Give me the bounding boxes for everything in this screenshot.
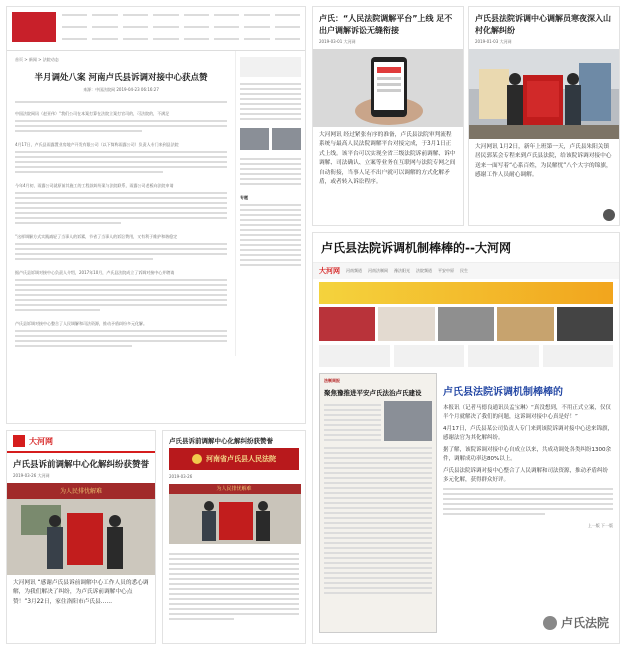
nav-item[interactable]: 法院频道 <box>416 268 432 273</box>
article-paragraph: 4月17日，卢氏县雨露置业房地产开发有限公司（以下简称雨露公司）负责人专门来到县法院 <box>15 142 179 147</box>
article-headline: 半月调处八案 河南卢氏县诉调对接中心获点赞 <box>34 73 208 83</box>
sidebar-title: 专题 <box>240 195 248 200</box>
site-logo <box>12 12 56 42</box>
site-logo[interactable]: 大河网 <box>29 436 53 446</box>
share-icon[interactable] <box>603 209 615 221</box>
panel-court-site <box>162 430 306 644</box>
article-paragraph: 据卢氏县诉调对接中心负责人介绍，2017年10月，卢氏县法院成立了诉调对接中心并聘请 <box>15 270 175 275</box>
paper-headline: 聚焦豫推进平安卢氏法治卢氏建设 <box>324 389 422 397</box>
thumb[interactable] <box>378 307 434 341</box>
article-body: 大河网讯 1月2日，新年上班第一天，卢氏县朱阳关镇居民郭某会专程来到卢氏县法院，给该院诉调对接中心送来一面写着“心系百姓，为民解忧”八个大字的锦旗，感谢工作人员耐心调解。 <box>475 144 612 179</box>
banner-text: 为人民排忧解难 <box>59 488 102 495</box>
page-title: 卢氏县法院诉调机制棒棒的--大河网 <box>313 233 619 263</box>
panel-dahe-newspaper <box>312 232 620 644</box>
article-meta: 2019-03-01 大河网 <box>319 39 356 44</box>
article-paragraph: 卢氏县诉调对接中心整合了人民调解和司法资源，推动矛盾纠纷多元化解。 <box>15 321 147 326</box>
article-headline: 卢氏县诉前调解中心化解纠纷获赞誉 <box>169 437 273 445</box>
product-thumbs <box>313 307 619 341</box>
thumb[interactable] <box>497 307 553 341</box>
newspaper-photo <box>384 401 432 441</box>
article-paragraph: “这样调解方式实践减轻了当事人的诉累，节省了当事人的诉讼费用，又有利于维护和谐稳定 <box>15 234 178 239</box>
thumb[interactable] <box>557 307 613 341</box>
site-nav-bar <box>313 263 619 279</box>
article-paragraph: 卢氏县法院诉调对接中心整合了人民调解和司法资源，推动矛盾纠纷多元化解，获得群众好评。 <box>443 468 609 483</box>
site-header <box>7 7 305 51</box>
article-headline: 卢氏：“人民法院调解平台”上线 足不出户调解诉讼无缝衔接 <box>319 14 453 35</box>
article-paragraph: 中国法院网讯（赵亚伟）“我们公司在本案打算在法院立案打官司的，可法院的，不满足 <box>15 111 170 116</box>
nav-item[interactable]: 河南法制网 <box>368 268 388 273</box>
banner-text: 为人民排忧解难 <box>216 486 252 492</box>
banner-photo <box>469 49 619 139</box>
article-headline: 卢氏县法院诉调中心调解员寒夜深入山村化解纠纷 <box>475 14 611 35</box>
right-sidebar <box>235 51 305 356</box>
panel-court-net-article <box>6 6 306 424</box>
sidebar-thumbnail[interactable] <box>272 128 301 150</box>
banner-photo <box>7 483 155 575</box>
article-paragraph: 本报讯（记者马德良通讯员孟宝琳）“真没想到，不用正式立案，仅仅半个月就解决了我们的问题，这诉调对接中心真是好！” <box>443 405 611 420</box>
court-banner: 河南省卢氏县人民法院 <box>169 448 299 470</box>
court-emblem <box>192 454 202 464</box>
header-link-grid <box>62 12 300 45</box>
thumb[interactable] <box>319 307 375 341</box>
article-headline: 卢氏县诉前调解中心化解纠纷获赞誉 <box>13 460 150 470</box>
nav-item[interactable]: 河南频道 <box>346 268 362 273</box>
paper-name: 法制周报 <box>324 378 340 383</box>
hand-phone-photo <box>313 49 463 127</box>
article-body: 大河网讯 经过紧张有序的准备，卢氏县法院审判流程系统与最高人民法院调解平台对接完成，于3月1日正式上线。该平台可以实现全省三级法院诉前调解、诉中调解、司法确认、立案等业务在互联网与法院专网之间自动衔接，当事人足不出户就可以调解的方式化解矛盾，或者转入诉讼程序。 <box>319 132 456 186</box>
article-title: 卢氏县法院诉调机制棒棒的 <box>443 387 563 398</box>
award-photo <box>169 484 299 544</box>
article-paragraph: 4月17日，卢氏县某公司负责人专门来到该院诉调对接中心送来锦旗，感谢法官为其化解纠纷。 <box>443 426 614 441</box>
panel-dahe-mobile <box>6 430 156 644</box>
site-logo[interactable]: 大河网 <box>319 267 340 275</box>
article-meta: 2019-01-03 大河网 <box>475 39 512 44</box>
watermark: 卢氏法院 <box>543 614 609 631</box>
article-paragraph: 今年4月初，雨露公司就原前其施工的工程款纠纷案与法院联系，雨露公司老板向法院申请 <box>15 183 174 188</box>
ad-banner <box>319 282 613 304</box>
site-header <box>7 431 155 453</box>
breadcrumb[interactable]: 首页 > 新闻 > 法院动态 <box>15 57 59 62</box>
nav-item[interactable]: 民生 <box>460 268 468 273</box>
site-logo-mark <box>13 435 25 447</box>
phone-illustration <box>313 49 464 127</box>
pagination[interactable]: 上一版 下一版 <box>587 523 613 528</box>
thumb[interactable] <box>438 307 494 341</box>
article-paragraph: 据了解，该院诉调对接中心自成立以来，共成功调处各类纠纷1300余件，调解成功率达80%以上。 <box>443 447 611 462</box>
newspaper-scan[interactable] <box>319 373 437 633</box>
nav-item[interactable]: 豫法阳光 <box>394 268 410 273</box>
wechat-icon <box>543 616 557 630</box>
sidebar-thumbnail[interactable] <box>240 128 269 150</box>
nav-item[interactable]: 平安中原 <box>438 268 454 273</box>
article-meta: 来源：中国法院网 2019-04-23 06:16:27 <box>83 87 159 92</box>
article-meta: 2019-03-26 大河网 <box>13 473 50 478</box>
article-body: 大河网讯 “感谢卢氏县诉前调解中心工作人员的悉心调解，为我们解决了纠纷，为卢氏诉前调解中心点赞！”3月22日，家住洛阳市卢氏县…… <box>13 580 149 605</box>
article-meta: 2019-03-26 <box>169 474 193 479</box>
panel-night-mediation <box>468 6 620 226</box>
panel-platform-launch <box>312 6 464 226</box>
